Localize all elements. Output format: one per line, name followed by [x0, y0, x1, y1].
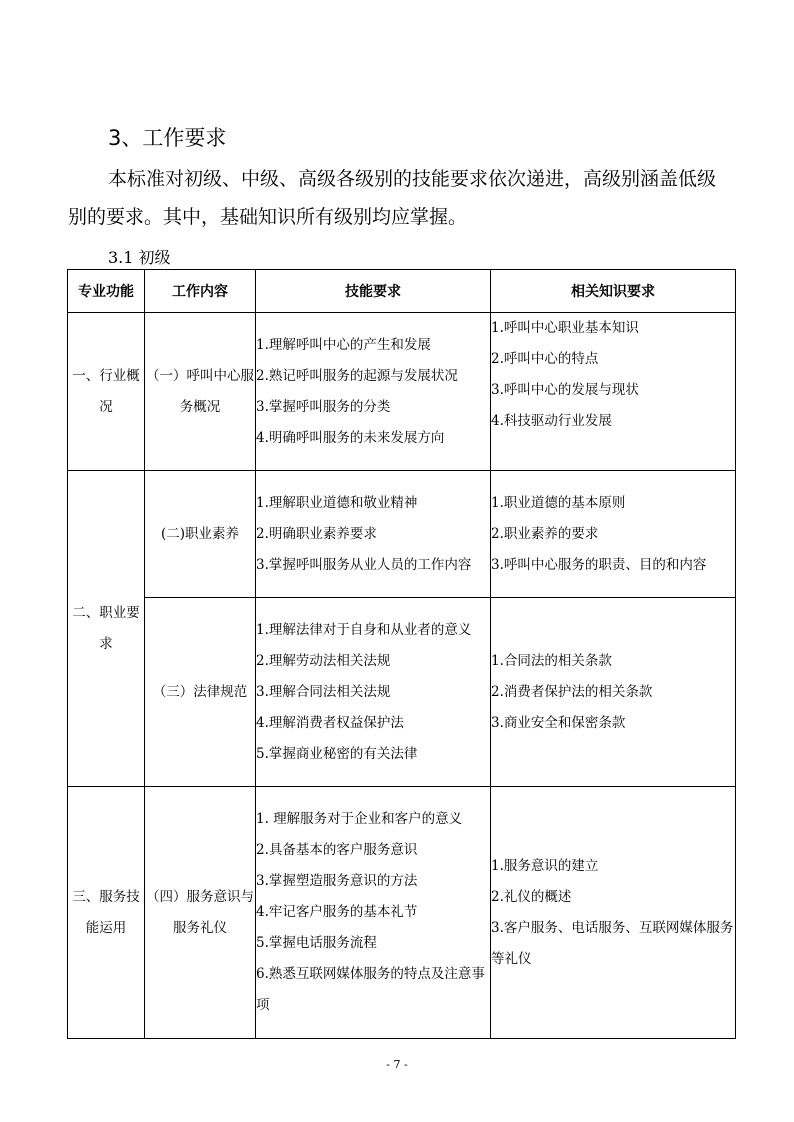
- knowledge-cell: [491, 471, 736, 598]
- table-header-row: [68, 270, 736, 313]
- function-cell: 一、行业概况: [68, 313, 145, 471]
- knowledge-item: 2.消费者保护法的相关条款: [491, 683, 653, 700]
- knowledge-item: 1.呼叫中心职业基本知识: [491, 320, 639, 336]
- skills-cell: [256, 787, 491, 1039]
- skills-cell: [256, 598, 491, 787]
- knowledge-item: 1.服务意识的建立: [491, 857, 599, 874]
- knowledge-item: 2.礼仪的概述: [491, 888, 572, 905]
- subsection-title: 3.1 初级: [108, 248, 171, 267]
- skill-item: 5.掌握商业秘密的有关法律: [256, 745, 418, 762]
- knowledge-item: 3.呼叫中心的发展与现状: [491, 382, 639, 398]
- knowledge-item: 4.科技驱动行业发展: [491, 413, 612, 429]
- skill-item: 6.熟悉互联网媒体服务的特点及注意事项: [256, 966, 485, 1013]
- knowledge-item: 1.职业道德的基本原则: [491, 494, 626, 511]
- content-cell: （三）法律规范: [145, 598, 256, 787]
- skill-item: 4.牢记客户服务的基本礼节: [256, 904, 418, 920]
- table-row: [68, 313, 736, 471]
- skill-item: 2.理解劳动法相关法规: [256, 652, 391, 669]
- skills-cell: [256, 313, 491, 471]
- knowledge-item: 2.呼叫中心的特点: [491, 351, 599, 367]
- function-cell: 二、职业要求: [68, 471, 145, 787]
- skill-item: 3.掌握塑造服务意识的方法: [256, 873, 418, 889]
- skill-item: 1.理解法律对于自身和从业者的意义: [256, 621, 472, 638]
- requirements-table: [67, 269, 736, 1039]
- knowledge-item: 3.呼叫中心服务的职责、目的和内容: [491, 556, 707, 573]
- knowledge-item: 2.职业素养的要求: [491, 525, 599, 542]
- content-cell: （一）呼叫中心服务概况: [145, 313, 256, 471]
- header-content: 工作内容: [145, 270, 256, 313]
- header-skills: 技能要求: [256, 270, 491, 313]
- skill-item: 1. 理解服务对于企业和客户的意义: [256, 811, 463, 827]
- content-cell: (二)职业素养: [145, 471, 256, 598]
- function-cell: 三、服务技能运用: [68, 787, 145, 1039]
- content-cell: （四）服务意识与服务礼仪: [145, 787, 256, 1039]
- table-row: [68, 598, 736, 787]
- section-title: 3、工作要求: [108, 126, 227, 150]
- knowledge-item: 1.合同法的相关条款: [491, 652, 612, 669]
- skill-item: 3.理解合同法相关法规: [256, 683, 391, 700]
- skill-item: 4.理解消费者权益保护法: [256, 714, 404, 731]
- skill-item: 2.明确职业素养要求: [256, 525, 377, 542]
- skill-item: 1.理解呼叫中心的产生和发展: [256, 336, 431, 353]
- skills-cell: [256, 471, 491, 598]
- intro-paragraph: 本标准对初级、中级、高级各级别的技能要求依次递进，高级别涵盖低级别的要求。其中，基础知识所有级别均应掌握。: [68, 168, 717, 228]
- skill-item: 5.掌握电话服务流程: [256, 935, 377, 951]
- table-row: [68, 471, 736, 598]
- knowledge-item: 3.商业安全和保密条款: [491, 714, 626, 731]
- skill-item: 3.掌握呼叫服务的分类: [256, 398, 391, 415]
- skill-item: 4.明确呼叫服务的未来发展方向: [256, 429, 445, 446]
- header-knowledge: 相关知识要求: [491, 270, 736, 313]
- skill-item: 2.具备基本的客户服务意识: [256, 842, 418, 858]
- skill-item: 1.理解职业道德和敬业精神: [256, 494, 418, 511]
- knowledge-item: 3.客户服务、电话服务、互联网媒体服务等礼仪: [491, 919, 734, 967]
- knowledge-cell: [491, 598, 736, 787]
- header-function: 专业功能: [68, 270, 145, 313]
- skill-item: 3.掌握呼叫服务从业人员的工作内容: [256, 556, 472, 573]
- table-row: [68, 787, 736, 1039]
- knowledge-cell: [491, 787, 736, 1039]
- page-number: - 7 -: [386, 1058, 408, 1071]
- skill-item: 2.熟记呼叫服务的起源与发展状况: [256, 367, 458, 384]
- knowledge-cell: [491, 313, 736, 471]
